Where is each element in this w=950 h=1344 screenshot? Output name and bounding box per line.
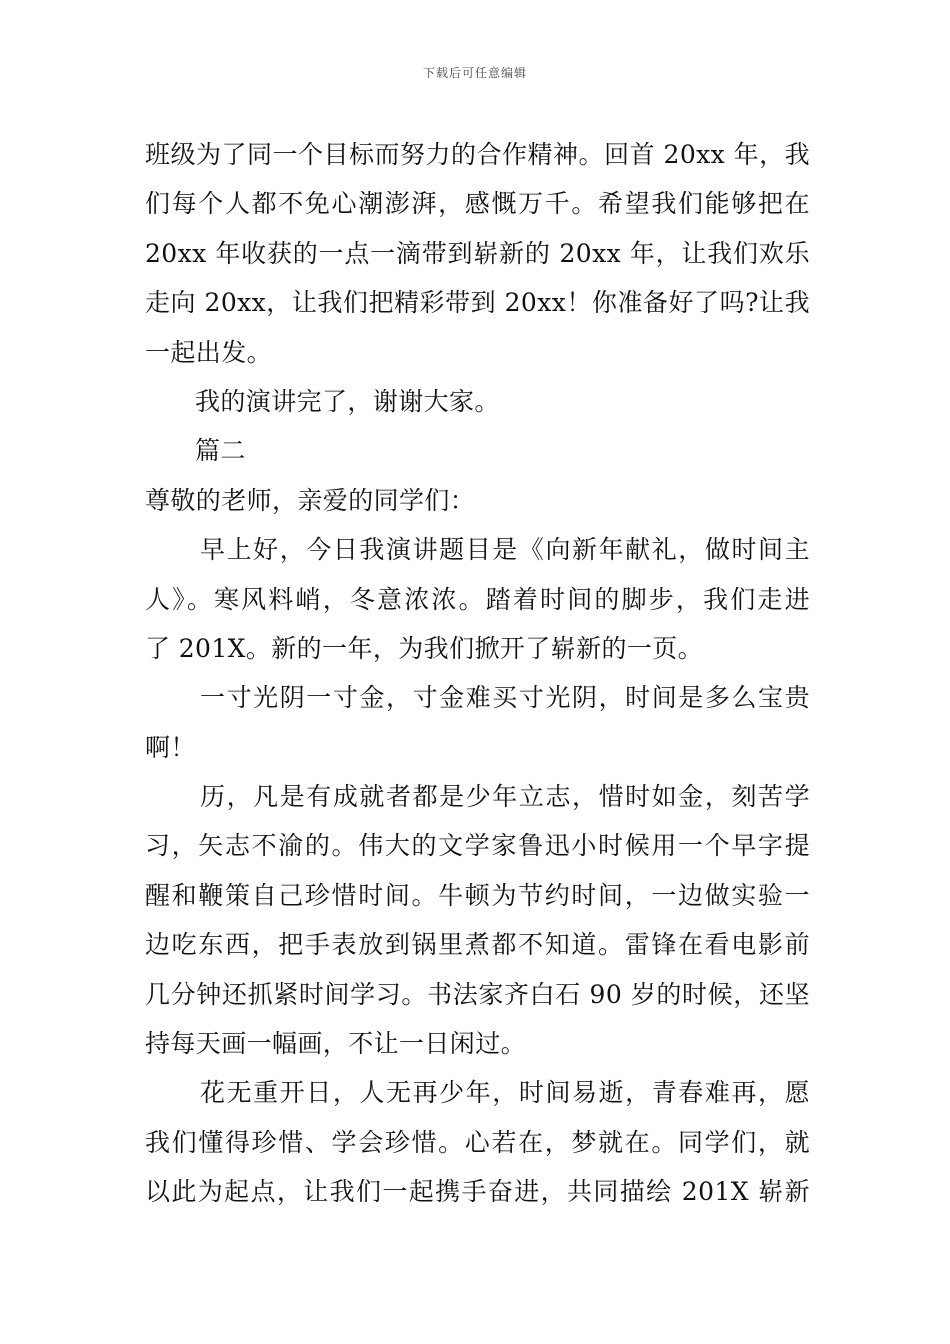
text-line: 醒和鞭策自己珍惜时间。牛顿为节约时间，一边做实验一 bbox=[145, 880, 810, 910]
text-line: 了 201X。新的一年，为我们掀开了崭新的一页。 bbox=[145, 633, 704, 663]
page-header: 下载后可任意编辑 bbox=[422, 66, 527, 80]
paragraph-start: 花无重开日，人无再少年，时间易逝，青春难再，愿 bbox=[200, 1078, 810, 1108]
text-line: 持每天画一幅画，不让一日闲过。 bbox=[145, 1029, 527, 1059]
text-line: 20xx 年收获的一点一滴带到崭新的 20xx 年，让我们欢乐 bbox=[145, 238, 810, 268]
paragraph-start: 早上好，今日我演讲题目是《向新年献礼，做时间主 bbox=[200, 535, 810, 565]
text-line: 们每个人都不免心潮澎湃，感慨万千。希望我们能够把在 bbox=[145, 189, 810, 219]
text-line: 我们懂得珍惜、学会珍惜。心若在，梦就在。同学们，就 bbox=[145, 1127, 810, 1157]
section-heading: 篇二 bbox=[195, 436, 246, 466]
document-body bbox=[145, 130, 810, 1217]
text-line: 几分钟还抓紧时间学习。书法家齐白石 90 岁的时候，还坚 bbox=[145, 979, 810, 1009]
text-line: 边吃东西，把手表放到锅里煮都不知道。雷锋在看电影前 bbox=[145, 930, 810, 960]
text-line: 班级为了同一个目标而努力的合作精神。回首 20xx 年，我 bbox=[145, 140, 810, 169]
text-line: 人》。寒风料峭，冬意浓浓。踏着时间的脚步，我们走进 bbox=[145, 584, 810, 614]
paragraph-start: 一寸光阴一寸金，寸金难买寸光阴，时间是多么宝贵 bbox=[200, 683, 810, 713]
paragraph-start: 历，凡是有成就者都是少年立志，惜时如金，刻苦学 bbox=[200, 782, 810, 812]
salutation: 尊敬的老师，亲爱的同学们： bbox=[145, 485, 476, 515]
text-line: 习，矢志不渝的。伟大的文学家鲁迅小时候用一个早字提 bbox=[145, 831, 810, 861]
text-line: 一起出发。 bbox=[145, 337, 273, 367]
text-line: 啊！ bbox=[145, 732, 196, 762]
text-line: 以此为起点，让我们一起携手奋进，共同描绘 201X 崭新 bbox=[145, 1177, 810, 1207]
closing-line: 我的演讲完了，谢谢大家。 bbox=[195, 386, 500, 416]
text-line: 走向 20xx，让我们把精彩带到 20xx！你准备好了吗?让我 bbox=[145, 288, 810, 318]
